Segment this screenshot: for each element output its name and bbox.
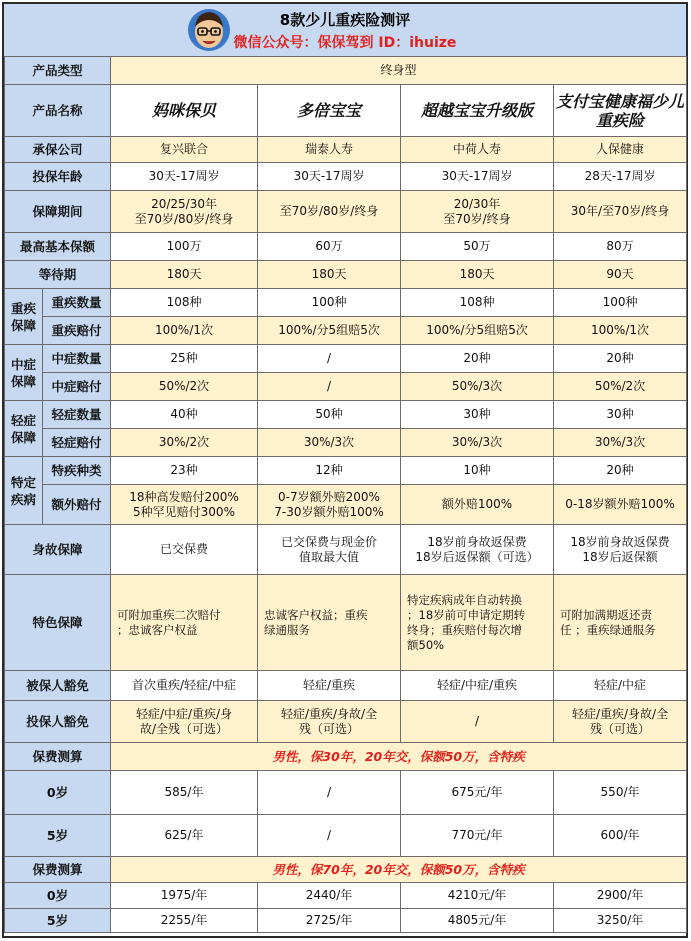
product-name: 超越宝宝升级版 [401, 85, 554, 137]
table-cell: 可附加满期返还责 任 ；重疾绿通服务 [554, 575, 687, 671]
table-cell: 60万 [258, 233, 401, 261]
row-period [5, 191, 687, 233]
row-major-count [5, 289, 687, 317]
row-holder-waiver [5, 701, 687, 743]
row-premium1-header [5, 743, 687, 771]
table-cell: 额外赔100% [401, 485, 554, 525]
table-cell: 2255/年 [111, 909, 258, 933]
comparison-sheet [2, 2, 688, 938]
table-cell: 30种 [554, 401, 687, 429]
row-label: 被保人豁免 [5, 671, 111, 701]
row-mild-count [5, 401, 687, 429]
row-label: 产品类型 [5, 57, 111, 85]
row-premium2-age5 [5, 909, 687, 933]
premium-note: 男性，保70年，20年交，保额50万，含特疾 [111, 857, 687, 883]
table-cell: 轻症/重疾/身故/全 残（可选） [258, 701, 401, 743]
row-label: 轻症数量 [43, 401, 111, 429]
sheet-header [4, 4, 686, 57]
table-cell: / [258, 345, 401, 373]
row-product-name [5, 85, 687, 137]
table-cell: 585/年 [111, 771, 258, 815]
table-cell: 180天 [111, 261, 258, 289]
row-label: 等待期 [5, 261, 111, 289]
row-label: 重疾数量 [43, 289, 111, 317]
product-name: 多倍宝宝 [258, 85, 401, 137]
table-cell: 30天-17周岁 [258, 163, 401, 191]
row-special-kinds [5, 457, 687, 485]
table-cell: 轻症/中症/重疾/身 故/全残（可选） [111, 701, 258, 743]
table-cell: 轻症/重疾 [258, 671, 401, 701]
table-cell: 100%/分5组赔5次 [401, 317, 554, 345]
table-cell: 80万 [554, 233, 687, 261]
row-major-pay [5, 317, 687, 345]
row-label: 5岁 [5, 815, 111, 857]
table-cell: / [258, 815, 401, 857]
row-label: 身故保障 [5, 525, 111, 575]
table-cell: 28天-17周岁 [554, 163, 687, 191]
row-wait [5, 261, 687, 289]
group-label: 中症 保障 [5, 345, 43, 401]
table-cell: 30%/3次 [401, 429, 554, 457]
table-cell: 轻症/中症 [554, 671, 687, 701]
row-label: 产品名称 [5, 85, 111, 137]
table-cell: 0-7岁额外赔200% 7-30岁额外赔100% [258, 485, 401, 525]
row-premium2-age0 [5, 883, 687, 909]
table-cell: 2440/年 [258, 883, 401, 909]
row-label: 重疾赔付 [43, 317, 111, 345]
table-cell: 100种 [554, 289, 687, 317]
table-cell: 终身型 [111, 57, 687, 85]
group-label: 重疾 保障 [5, 289, 43, 345]
row-mild-pay [5, 429, 687, 457]
row-label: 承保公司 [5, 137, 111, 163]
table-cell: 675元/年 [401, 771, 554, 815]
table-cell: 100%/1次 [111, 317, 258, 345]
product-name: 支付宝健康福少儿重疾险 [554, 85, 687, 137]
table-cell: 0-18岁额外赔100% [554, 485, 687, 525]
group-label: 特定 疾病 [5, 457, 43, 525]
row-label: 最高基本保额 [5, 233, 111, 261]
table-cell: 40种 [111, 401, 258, 429]
sheet-subtitle: 微信公众号：保保驾到 ID：ihuize [233, 35, 457, 51]
table-cell: 轻症/重疾/身故/全 残（可选） [554, 701, 687, 743]
table-cell: 600/年 [554, 815, 687, 857]
row-label: 投保年龄 [5, 163, 111, 191]
premium-note: 男性，保30年，20年交，保额50万，含特疾 [111, 743, 687, 771]
table-cell: 100%/分5组赔5次 [258, 317, 401, 345]
row-label: 保费测算 [5, 743, 111, 771]
table-cell: 2725/年 [258, 909, 401, 933]
row-label: 投保人豁免 [5, 701, 111, 743]
table-cell: 90天 [554, 261, 687, 289]
table-cell: 已交保费与现金价 值取最大值 [258, 525, 401, 575]
row-premium2-header [5, 857, 687, 883]
row-amount [5, 233, 687, 261]
product-name: 妈咪保贝 [111, 85, 258, 137]
table-cell: 中荷人寿 [401, 137, 554, 163]
row-insured-waiver [5, 671, 687, 701]
table-cell: 30%/2次 [111, 429, 258, 457]
table-cell: 100种 [258, 289, 401, 317]
table-cell: 20种 [554, 345, 687, 373]
table-cell: 已交保费 [111, 525, 258, 575]
table-cell: 4805元/年 [401, 909, 554, 933]
table-cell: 30%/3次 [554, 429, 687, 457]
comparison-table [4, 56, 687, 933]
row-label: 保费测算 [5, 857, 111, 883]
table-cell: 首次重疾/轻症/中症 [111, 671, 258, 701]
row-label: 特色保障 [5, 575, 111, 671]
table-cell: 100%/1次 [554, 317, 687, 345]
table-cell: 180天 [258, 261, 401, 289]
table-cell: 30年/至70岁/终身 [554, 191, 687, 233]
table-cell: 18种高发赔付200% 5种罕见赔付300% [111, 485, 258, 525]
table-cell: 忠诚客户权益；重疾 绿通服务 [258, 575, 401, 671]
row-label: 轻症赔付 [43, 429, 111, 457]
table-cell: / [258, 771, 401, 815]
table-cell: 30天-17周岁 [401, 163, 554, 191]
row-label: 0岁 [5, 771, 111, 815]
row-label: 特疾种类 [43, 457, 111, 485]
table-cell: 至70岁/80岁/终身 [258, 191, 401, 233]
table-cell: 1975/年 [111, 883, 258, 909]
table-cell: 20/25/30年 至70岁/80岁/终身 [111, 191, 258, 233]
row-premium1-age5 [5, 815, 687, 857]
row-special-extra [5, 485, 687, 525]
table-cell: 10种 [401, 457, 554, 485]
row-label: 中症数量 [43, 345, 111, 373]
table-cell: 轻症/中症/重疾 [401, 671, 554, 701]
row-label: 额外赔付 [43, 485, 111, 525]
table-cell: 100万 [111, 233, 258, 261]
table-cell: 108种 [401, 289, 554, 317]
table-cell: 特定疾病成年自动转换 ；18岁前可申请定期转 终身；重疾赔付每次增 额50% [401, 575, 554, 671]
table-cell: 复兴联合 [111, 137, 258, 163]
group-label: 轻症 保障 [5, 401, 43, 457]
row-label: 保障期间 [5, 191, 111, 233]
table-cell: 180天 [401, 261, 554, 289]
sheet-title: 8款少儿重疾险测评 [279, 11, 411, 29]
table-cell: 人保健康 [554, 137, 687, 163]
row-death [5, 525, 687, 575]
table-cell: 20种 [554, 457, 687, 485]
row-label: 中症赔付 [43, 373, 111, 401]
table-cell: 50%/2次 [554, 373, 687, 401]
table-cell: 770元/年 [401, 815, 554, 857]
table-cell: / [401, 701, 554, 743]
table-cell: 25种 [111, 345, 258, 373]
table-cell: 4210元/年 [401, 883, 554, 909]
row-label: 0岁 [5, 883, 111, 909]
table-cell: 30天-17周岁 [111, 163, 258, 191]
table-cell: 23种 [111, 457, 258, 485]
row-medium-pay [5, 373, 687, 401]
table-cell: 50种 [258, 401, 401, 429]
table-cell: 12种 [258, 457, 401, 485]
row-premium1-age0 [5, 771, 687, 815]
row-label: 5岁 [5, 909, 111, 933]
row-feature [5, 575, 687, 671]
table-cell: 550/年 [554, 771, 687, 815]
table-cell: 30种 [401, 401, 554, 429]
row-company [5, 137, 687, 163]
table-cell: 可附加重疾二次赔付 ；忠诚客户权益 [111, 575, 258, 671]
table-cell: 20种 [401, 345, 554, 373]
table-cell: 3250/年 [554, 909, 687, 933]
table-cell: 108种 [111, 289, 258, 317]
row-product-type [5, 57, 687, 85]
row-age [5, 163, 687, 191]
table-cell: 18岁前身故返保费 18岁后返保额（可选） [401, 525, 554, 575]
table-cell: 20/30年 至70岁/终身 [401, 191, 554, 233]
table-cell: 瑞泰人寿 [258, 137, 401, 163]
table-cell: 625/年 [111, 815, 258, 857]
table-cell: 50万 [401, 233, 554, 261]
table-cell: 50%/2次 [111, 373, 258, 401]
table-cell: / [258, 373, 401, 401]
table-cell: 30%/3次 [258, 429, 401, 457]
row-medium-count [5, 345, 687, 373]
table-cell: 2900/年 [554, 883, 687, 909]
table-cell: 18岁前身故返保费 18岁后返保额 [554, 525, 687, 575]
table-cell: 50%/3次 [401, 373, 554, 401]
